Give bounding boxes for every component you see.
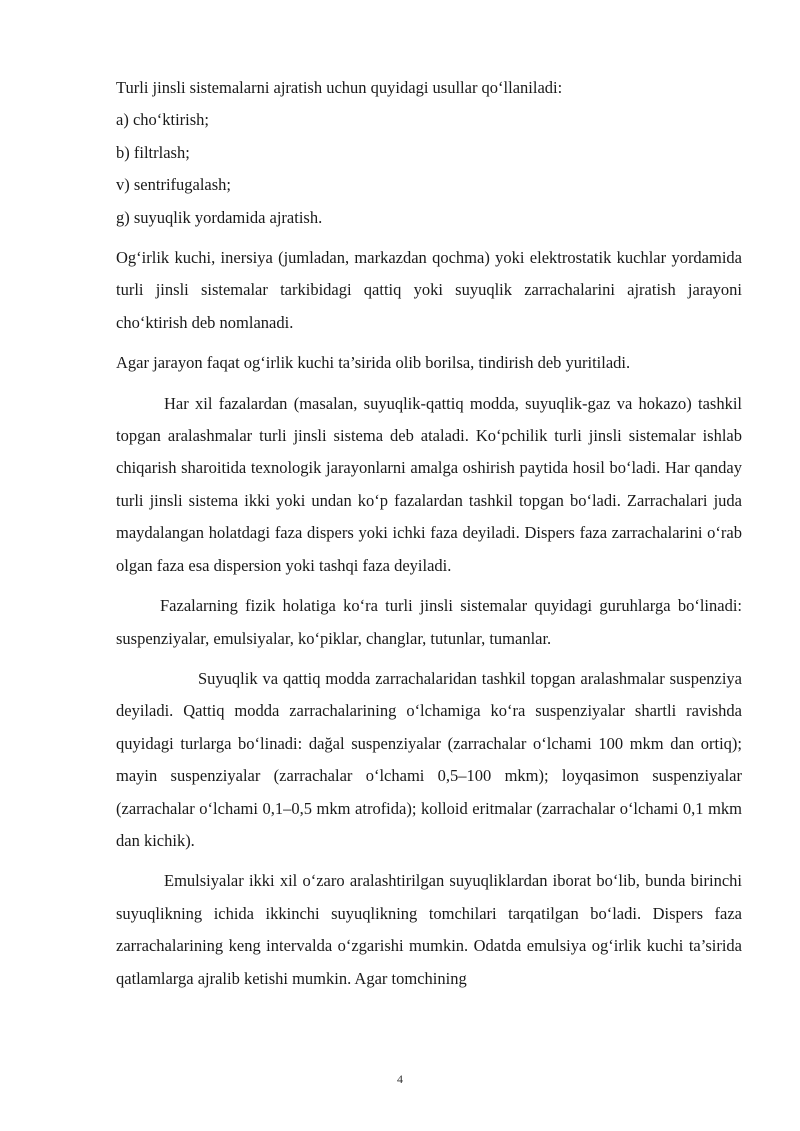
paragraph-emulsions: Emulsiyalar ikki xil o‘zaro aralashtirilgan suyuqliklardan iborat bo‘lib, bunda birinchi suyuqlikning ichida ikkinchi suyuqlikning tomchilari tarqatilgan bo‘ladi. Dispers faza zarrachalarining keng intervalda o‘zgarishi mumkin. Odatda emulsiya og‘irlik kuchi ta’sirida qatlamlarga ajralib ketishi mumkin. Agar tomchining: [116, 871, 742, 988]
page-number: 4: [397, 1072, 403, 1086]
paragraph-heterogeneous-systems: Har xil fazalardan (masalan, suyuqlik-qattiq modda, suyuqlik-gaz va hokazo) tashkil topgan aralashmalar turli jinsli sistema deb ataladi. Ko‘pchilik turli jinsli sistemalar ishlab chiqarish sharoitida texnologik jarayonlarni amalga oshirish paytida hosil bo‘ladi. Har qanday turli jinsli sistema ikki yoki undan ko‘p fazalardan tashkil topgan bo‘ladi. Zarrachalari juda maydalangan holatdagi faza dispers yoki ichki faza deyiladi. Dispers faza zarrachalarini o‘rab olgan faza esa dispersion yoki tashqi faza deyiladi.: [116, 393, 742, 575]
paragraph-settling: Agar jarayon faqat og‘irlik kuchi ta’sirida olib borilsa, tindirish deb yuritiladi.: [116, 353, 631, 373]
method-item-a: a) cho‘ktirish;: [116, 110, 210, 130]
method-item-v: v) sentrifugalash;: [116, 175, 232, 195]
paragraph-sedimentation: Og‘irlik kuchi, inersiya (jumladan, markazdan qochma) yoki elektrostatik kuchlar yordamida turli jinsli sistemalar tarkibidagi qattiq yoki suyuqlik zarrachalarini ajratish jarayoni cho‘ktirish deb nomlanadi.: [116, 248, 742, 332]
intro-line: Turli jinsli sistemalarni ajratish uchun quyidagi usullar qo‘llaniladi:: [116, 78, 563, 97]
paragraph-classification: Fazalarning fizik holatiga ko‘ra turli jinsli sistemalar quyidagi guruhlarga bo‘linadi: suspenziyalar, emulsiyalar, ko‘piklar, changlar, tutunlar, tumanlar.: [116, 596, 742, 648]
method-item-g: g) suyuqlik yordamida ajratish.: [116, 207, 323, 227]
paragraph-suspensions: Suyuqlik va qattiq modda zarrachalaridan tashkil topgan aralashmalar suspenziya deyiladi. Qattiq modda zarrachalarining o‘lchamiga ko‘ra suspenziyalar shartli ravishda quyidagi turlarga bo‘linadi: dağal suspenziyalar (zarrachalar o‘lchami 100 mkm dan ortiq); mayin suspenziyalar (zarrachalar o‘lchami 0,5–100 mkm); loyqasimon suspenziyalar (zarrachalar o‘lchami 0,1–0,5 mkm atrofida); kolloid eritmalar (zarrachalar o‘lchami 0,1 mkm dan kichik).: [116, 668, 742, 850]
method-item-b: b) filtrlash;: [116, 142, 190, 162]
document-page: [116, 72, 742, 995]
